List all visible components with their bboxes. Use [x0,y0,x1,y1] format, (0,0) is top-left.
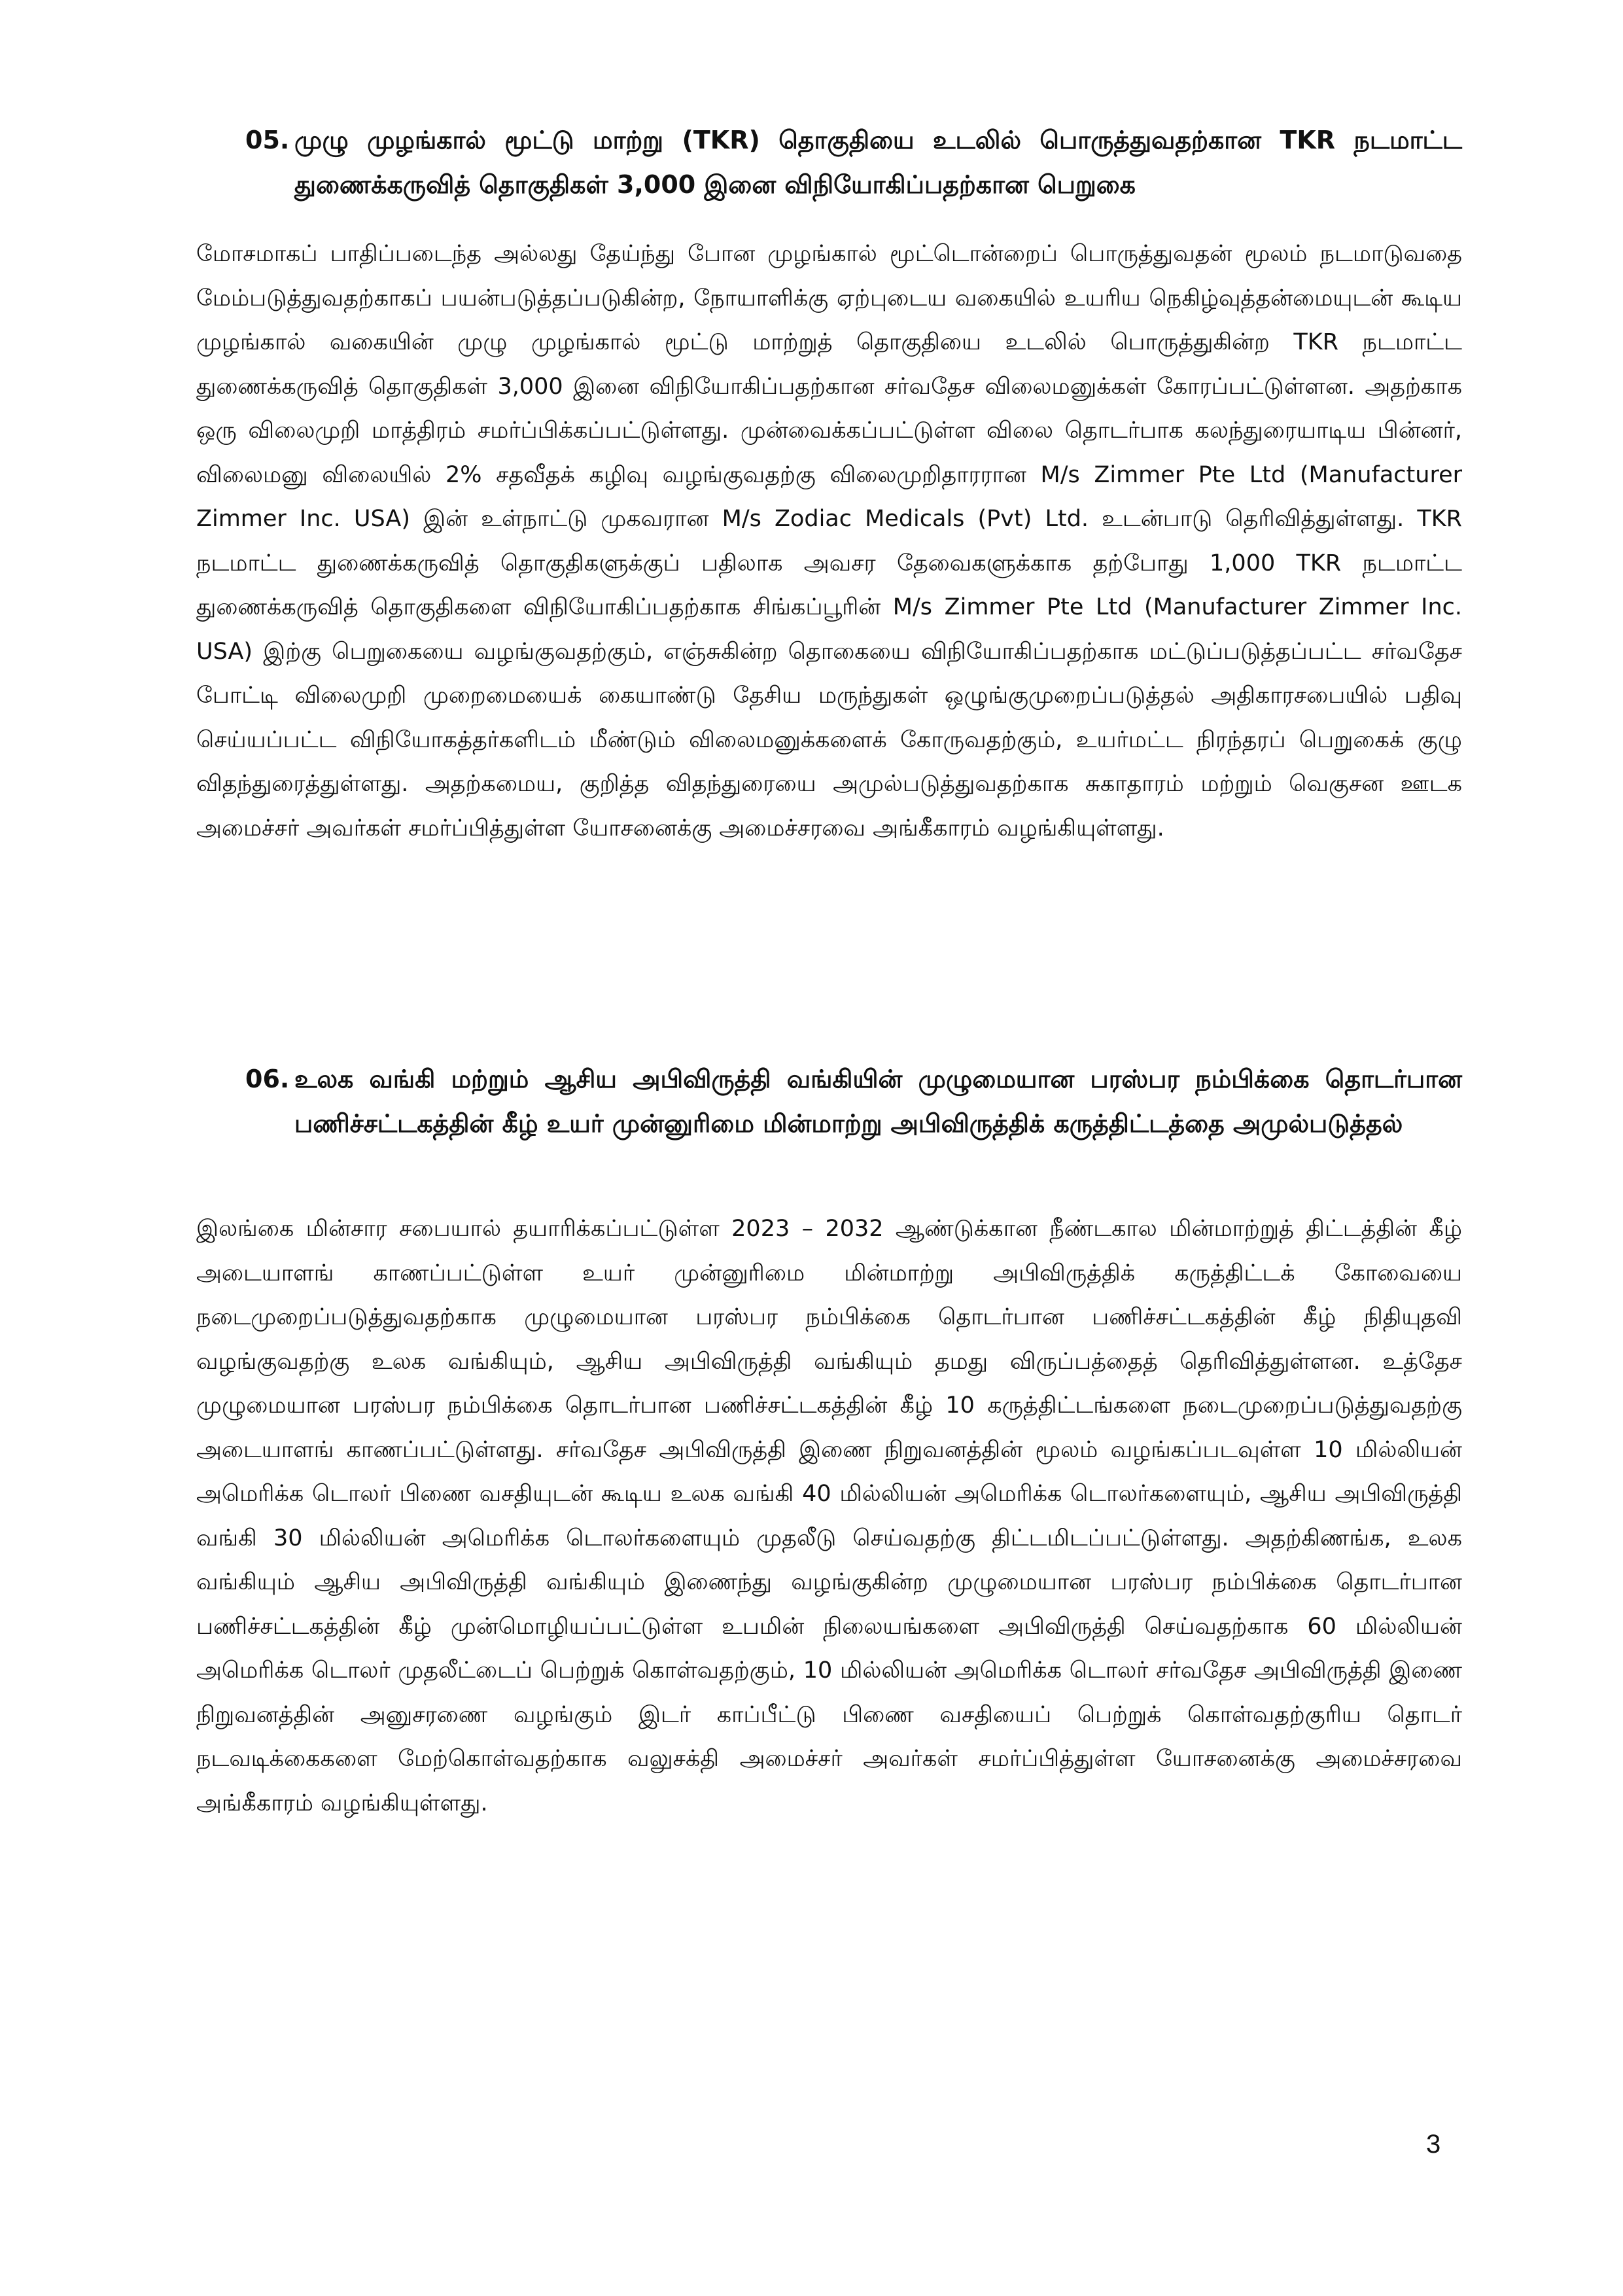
section-06-body: இலங்கை மின்சார சபையால் தயாரிக்கப்பட்டுள்ள 2023 – 2032 ஆண்டுக்கான நீண்டகால மின்மாற்றுத் திட்டத்தின் கீழ் அடையாளங் காணப்பட்டுள்ள உயர் முன்னுரிமை மின்மாற்று அபிவிருத்திக் கருத்திட்டக் கோவையை நடைமுறைப்படுத்துவதற்காக முழுமையான பரஸ்பர நம்பிக்கை தொடர்பான பணிச்சட்டகத்தின் கீழ் நிதியுதவி வழங்குவதற்கு உலக வங்கியும், ஆசிய அபிவிருத்தி வங்கியும் தமது விருப்பத்தைத் தெரிவித்துள்ளன. உத்தேச முழுமையான பரஸ்பர நம்பிக்கை தொடர்பான பணிச்சட்டகத்தின் கீழ் 10 கருத்திட்டங்களை நடைமுறைப்படுத்துவதற்கு அடையாளங் காணப்பட்டுள்ளது. சர்வதேச அபிவிருத்தி இணை நிறுவனத்தின் மூலம் வழங்கப்படவுள்ள 10 மில்லியன் அமெரிக்க டொலர் பிணை வசதியுடன் கூடிய உலக வங்கி 40 மில்லியன் அமெரிக்க டொலர்களையும், ஆசிய அபிவிருத்தி வங்கி 30 மில்லியன் அமெரிக்க டொலர்களையும் முதலீடு செய்வதற்கு திட்டமிடப்பட்டுள்ளது. அதற்கிணங்க, உலக வங்கியும் ஆசிய அபிவிருத்தி வங்கியும் இணைந்து வழங்குகின்ற முழுமையான பரஸ்பர நம்பிக்கை தொடர்பான பணிச்சட்டகத்தின் கீழ் முன்மொழியப்பட்டுள்ள உபமின் நிலையங்களை அபிவிருத்தி செய்வதற்காக 60 மில்லியன் அமெரிக்க டொலர் முதலீட்டைப் பெற்றுக் கொள்வதற்கும், 10 மில்லியன் அமெரிக்க டொலர் சர்வதேச அபிவிருத்தி இணை நிறுவனத்தின் அனுசரணை வழங்கும் இடர் காப்பீட்டு பிணை வசதியைப் பெற்றுக் கொள்வதற்குரிய தொடர் நடவடிக்கைகளை மேற்கொள்வதற்காக வலுசக்தி அமைச்சர் அவர்கள் சமர்ப்பித்துள்ள யோசனைக்கு அமைச்சரவை அங்கீகாரம் வழங்கியுள்ளது. [196,1216,1462,1816]
section-05-heading [245,118,1462,207]
section-05-number: 05. [245,126,290,154]
section-05-title: முழு முழங்கால் மூட்டு மாற்று (TKR) தொகுதியை உடலில் பொருத்துவதற்கான TKR நடமாட்ட துணைக்கருவித் தொகுதிகள் 3,000 இனை விநியோகிப்பதற்கான பெறுகை [294,126,1462,199]
section-06-title: உலக வங்கி மற்றும் ஆசிய அபிவிருத்தி வங்கியின் முழுமையான பரஸ்பர நம்பிக்கை தொடர்பான பணிச்சட்டகத்தின் கீழ் உயர் முன்னுரிமை மின்மாற்று அபிவிருத்திக் கருத்திட்டத்தை அமுல்படுத்தல் [294,1065,1462,1138]
section-06-number: 06. [245,1065,290,1093]
section-06-heading [245,1057,1462,1146]
section-05-body: மோசமாகப் பாதிப்படைந்த அல்லது தேய்ந்து போன முழங்கால் மூட்டொன்றைப் பொருத்துவதன் மூலம் நடமாடுவதை மேம்படுத்துவதற்காகப் பயன்படுத்தப்படுகின்ற, நோயாளிக்கு ஏற்புடைய வகையில் உயரிய நெகிழ்வுத்தன்மையுடன் கூடிய முழங்கால் வகையின் முழு முழங்கால் மூட்டு மாற்றுத் தொகுதியை உடலில் பொருத்துகின்ற TKR நடமாட்ட துணைக்கருவித் தொகுதிகள் 3,000 இனை விநியோகிப்பதற்கான சர்வதேச விலைமனுக்கள் கோரப்பட்டுள்ளன. அதற்காக ஒரு விலைமுறி மாத்திரம் சமர்ப்பிக்கப்பட்டுள்ளது. முன்வைக்கப்பட்டுள்ள விலை தொடர்பாக கலந்துரையாடிய பின்னர், விலைமனு விலையில் 2% சதவீதக் கழிவு வழங்குவதற்கு விலைமுறிதாரரான M/s Zimmer Pte Ltd (Manufacturer Zimmer Inc. USA) இன் உள்நாட்டு முகவரான M/s Zodiac Medicals (Pvt) Ltd. உடன்பாடு தெரிவித்துள்ளது. TKR நடமாட்ட துணைக்கருவித் தொகுதிகளுக்குப் பதிலாக அவசர தேவைகளுக்காக தற்போது 1,000 TKR நடமாட்ட துணைக்கருவித் தொகுதிகளை விநியோகிப்பதற்காக சிங்கப்பூரின் M/s Zimmer Pte Ltd (Manufacturer Zimmer Inc. USA) இற்கு பெறுகையை வழங்குவதற்கும், எஞ்சுகின்ற தொகையை விநியோகிப்பதற்காக மட்டுப்படுத்தப்பட்ட சர்வதேச போட்டி விலைமுறி முறைமையைக் கையாண்டு தேசிய மருந்துகள் ஒழுங்குமுறைப்படுத்தல் அதிகாரசபையில் பதிவு செய்யப்பட்ட விநியோகத்தர்களிடம் மீண்டும் விலைமனுக்களைக் கோருவதற்கும், உயர்மட்ட நிரந்தரப் பெறுகைக் குழு விதந்துரைத்துள்ளது. அதற்கமைய, குறித்த விதந்துரையை அமுல்படுத்துவதற்காக சுகாதாரம் மற்றும் வெகுசன ஊடக அமைச்சர் அவர்கள் சமர்ப்பித்துள்ள யோசனைக்கு அமைச்சரவை அங்கீகாரம் வழங்கியுள்ளது. [196,241,1462,841]
page-number: 3 [1426,2130,1441,2159]
